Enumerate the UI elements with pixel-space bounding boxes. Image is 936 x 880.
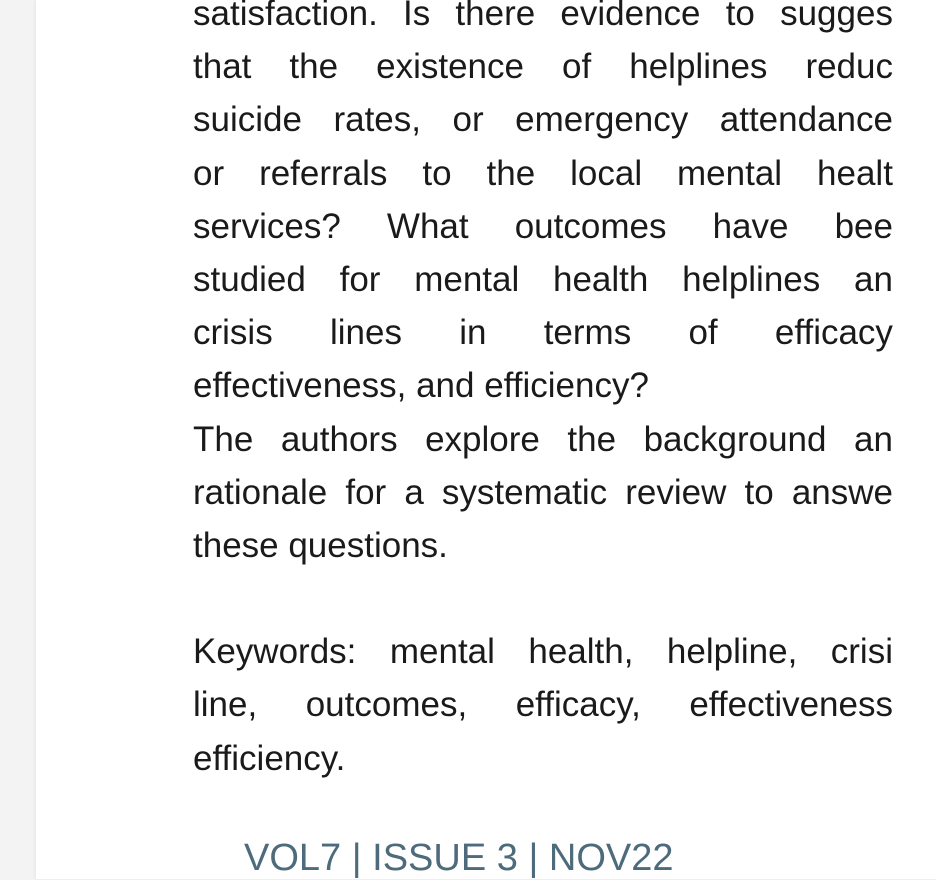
abstract-paragraph (193, 0, 893, 572)
word: efficacy (774, 313, 893, 353)
text-line (193, 40, 893, 93)
text-line (193, 200, 893, 253)
word: efficacy, (515, 685, 641, 725)
word: crisi (830, 632, 893, 672)
word: helplines (682, 259, 821, 299)
word: have (712, 206, 789, 246)
text-line (193, 253, 893, 306)
word: the (486, 153, 536, 193)
word: studied (193, 259, 306, 299)
word: an (854, 259, 893, 299)
word: in (459, 313, 487, 353)
word: mental (677, 153, 783, 193)
word: or (193, 153, 225, 193)
word: lines (329, 313, 402, 353)
word: bee (834, 206, 893, 246)
word: Is (403, 0, 431, 33)
word: answe (791, 472, 893, 512)
word: crisis (193, 313, 273, 353)
word: attendance (719, 100, 893, 140)
word: helpline, (666, 632, 798, 672)
word: mental (389, 632, 495, 672)
text-line (193, 0, 893, 40)
word: of (562, 47, 592, 87)
article-text (193, 0, 893, 785)
word: sugges (780, 0, 893, 33)
word: health (553, 259, 649, 299)
word: Keywords: (193, 632, 357, 672)
word: for (345, 472, 387, 512)
word: helplines (629, 47, 768, 87)
word: or (452, 100, 484, 140)
text-line (193, 306, 893, 359)
word: outcomes, (305, 685, 468, 725)
keywords-paragraph (193, 625, 893, 785)
word: to (744, 472, 774, 512)
word: a (404, 472, 424, 512)
word: mental (414, 259, 520, 299)
word: authors (280, 419, 398, 459)
word: that (193, 47, 252, 87)
paragraph-gap (193, 572, 893, 625)
keywords-line (193, 625, 893, 678)
word: for (339, 259, 381, 299)
word: referrals (259, 153, 388, 193)
keywords-line: efficiency. (193, 738, 346, 778)
word: the (567, 419, 617, 459)
word: line, (193, 685, 258, 725)
word: there (455, 0, 536, 33)
word: background (643, 419, 827, 459)
text-line (193, 466, 893, 519)
text-line (193, 147, 893, 200)
word: the (289, 47, 339, 87)
word: systematic (441, 472, 608, 512)
word: to (725, 0, 755, 33)
word: terms (543, 313, 632, 353)
text-line (193, 93, 893, 146)
keywords-line (193, 678, 893, 731)
word: reduc (805, 47, 893, 87)
word: to (422, 153, 452, 193)
word: review (625, 472, 727, 512)
word: rationale (193, 472, 328, 512)
text-line: effectiveness, and efficiency? (193, 366, 649, 406)
word: healt (817, 153, 893, 193)
word: services? (193, 206, 341, 246)
word: satisfaction. (193, 0, 378, 33)
word: rates, (333, 100, 421, 140)
word: an (854, 419, 893, 459)
word: suicide (193, 100, 302, 140)
word: health, (528, 632, 634, 672)
word: outcomes (514, 206, 667, 246)
text-line (193, 413, 893, 466)
word: existence (376, 47, 524, 87)
word: effectiveness (689, 685, 893, 725)
text-line: these questions. (193, 525, 448, 565)
word: evidence (560, 0, 701, 33)
word: The (193, 419, 254, 459)
word: of (688, 313, 718, 353)
issue-footer: VOL7 | ISSUE 3 | NOV22 (244, 837, 674, 879)
word: local (570, 153, 643, 193)
word: emergency (515, 100, 689, 140)
word: What (386, 206, 469, 246)
word: explore (425, 419, 540, 459)
